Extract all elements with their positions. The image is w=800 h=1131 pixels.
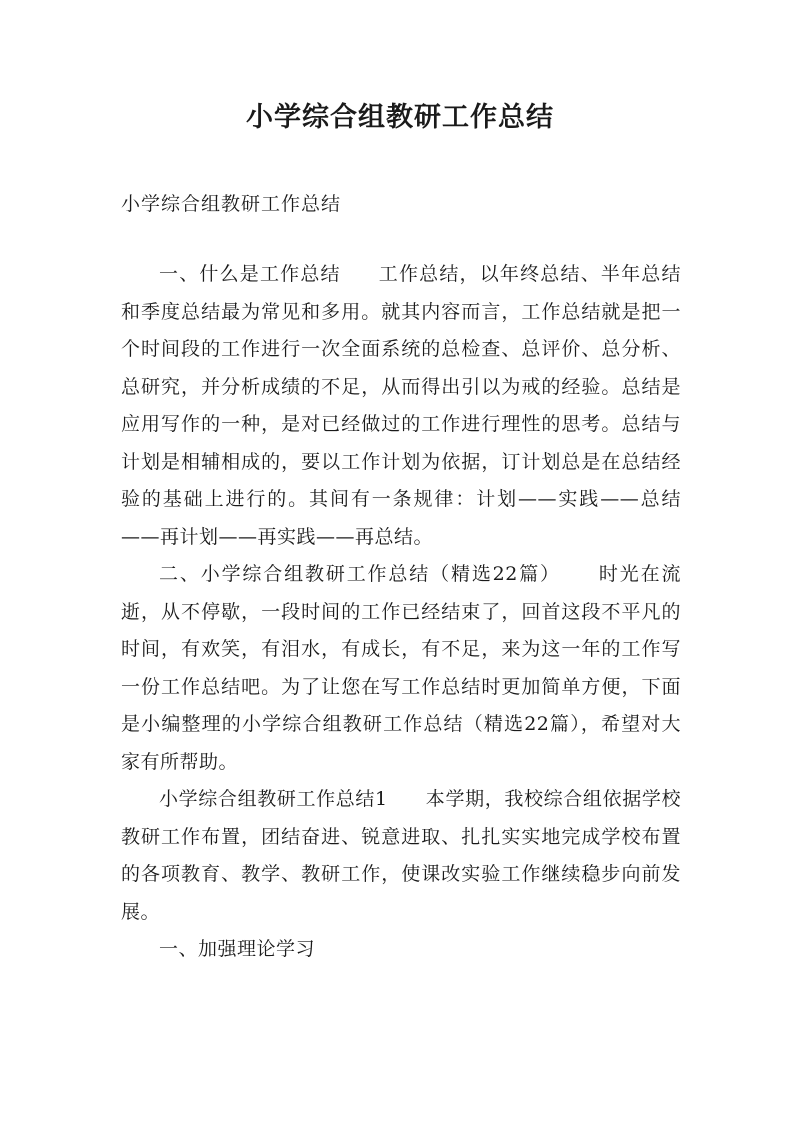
paragraph-heading: 小学综合组教研工作总结1 — [159, 788, 388, 810]
paragraph-selected-summaries — [121, 556, 681, 781]
paragraph-heading: 一、什么是工作总结 — [159, 263, 341, 285]
paragraph-what-is-summary — [121, 256, 681, 556]
document-subtitle: 小学综合组教研工作总结 — [121, 193, 342, 215]
paragraph-text: 本学期，我校综合组依据学校教研工作布置，团结奋进、锐意进取、扎扎实实地完成学校布置的各项教育、教学、教研工作，使课改实验工作继续稳步向前发展。 — [121, 788, 681, 923]
section-heading: 一、加强理论学习 — [159, 938, 316, 960]
paragraph-text: 工作总结，以年终总结、半年总结和季度总结最为常见和多用。就其内容而言，工作总结就是把一个时间段的工作进行一次全面系统的总检查、总评价、总分析、总研究，并分析成绩的不足，从而得出引以为戒的经验。总结是应用写作的一种，是对已经做过的工作进行理性的思考。总结与计划是相辅相成的，要以工作计划为依据，订计划总是在总结经验的基础上进行的。其间有一条规律：计划——实践——总结——再计划——再实践——再总结。 — [121, 263, 681, 548]
paragraph-summary-1 — [121, 781, 681, 931]
paragraph-text: 时光在流逝，从不停歇，一段时间的工作已经结束了，回首这段不平凡的时间，有欢笑，有泪水，有成长，有不足，来为这一年的工作写一份工作总结吧。为了让您在写工作总结时更加简单方便，下面是小编整理的小学综合组教研工作总结（精选22篇），希望对大家有所帮助。 — [121, 563, 681, 773]
paragraph-heading: 二、小学综合组教研工作总结（精选22篇） — [159, 563, 561, 585]
document-title: 小学综合组教研工作总结 — [246, 102, 554, 133]
document-body — [121, 256, 681, 969]
